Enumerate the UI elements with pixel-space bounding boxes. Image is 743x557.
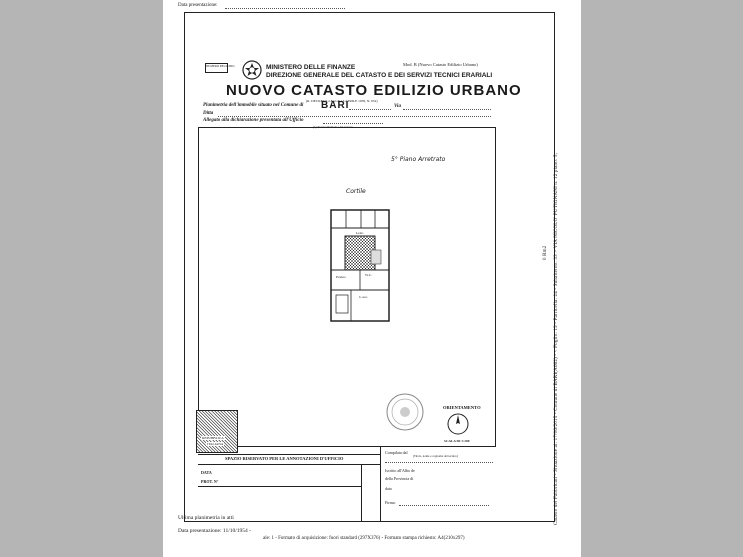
document-page <box>163 0 581 557</box>
office-data2: data <box>385 486 392 491</box>
room-wc: W.C. <box>365 273 373 277</box>
planimetria-label: Planimetria dell'immobile situato nel Comune di <box>203 103 304 108</box>
via-label: Via <box>394 104 401 109</box>
office-reserved-heading: SPAZIO RISERVATO PER LE ANNOTAZIONI D'UFFICIO <box>225 456 344 461</box>
room-pranzo: Pranzo <box>336 275 346 279</box>
room-b-uso: b. uso <box>359 295 368 299</box>
ditta-label: Ditta <box>203 111 214 116</box>
room-letto: Letto <box>356 231 364 235</box>
allegato-dotline <box>323 123 383 124</box>
mod-label: Mod. B (Nuovo Catasto Edilizio Urbano) <box>403 62 478 67</box>
orientation-label: ORIENTAMENTO <box>443 405 481 410</box>
floor-plan-drawing <box>331 210 391 322</box>
office-divider-inner <box>361 464 362 522</box>
footnote: (1) Tecnico Erariale e del Catasto <box>313 125 354 129</box>
ultima-planimetria: Ultima planimetria in atti <box>178 515 234 521</box>
provincia-label: della Provincia di <box>385 476 414 481</box>
stamp-line1: REPUBBLICA <box>202 436 224 440</box>
direzione-generale: DIREZIONE GENERALE DEL CATASTO E DEI SERVIZI TECNICI ERARIALI <box>266 72 493 79</box>
scale-label: SCALA DI 1:200 <box>444 439 470 443</box>
allegato-label: Allegato alla dichiarazione presentata all'Ufficio <box>203 118 304 123</box>
office-seal-icon <box>385 392 425 432</box>
law-reference: (R. DECRETO-LEGGE 13 APRILE 1939, N. 652) <box>306 99 378 103</box>
comune-dotline <box>349 109 391 110</box>
ditta-dotline <box>218 116 491 117</box>
office-top-rule <box>198 454 380 455</box>
header-dotline <box>225 8 345 9</box>
ministry-name: MINISTERO DELLE FINANZE <box>266 64 356 71</box>
office-divider <box>380 446 381 522</box>
stamp-line2: ITALIANA <box>207 442 224 446</box>
office-data: DATA <box>201 470 212 475</box>
office-heading-rule <box>198 464 380 465</box>
footer-note: ale: 1 - Formato di acquisizione: fuori standard (297X376) - Formato stampa richiesto: A4(210x297) <box>263 536 465 541</box>
iscritto-label: Iscritto all'Albo de <box>385 468 415 473</box>
compass-icon <box>446 412 470 436</box>
firma-label: Firma: <box>385 500 396 505</box>
cortile-label: Cortile <box>346 188 366 195</box>
comune-value: BARI <box>321 100 350 111</box>
document-title: NUOVO CATASTO EDILIZIO URBANO <box>226 82 522 99</box>
via-dotline <box>403 109 491 110</box>
footer-presentazione: Data presentazione: 11/10/1954 - <box>178 528 251 534</box>
data-presentazione-header: Data presentazione: <box>178 3 218 8</box>
floor-note: 5° Piano Arretrato <box>391 156 446 163</box>
revenue-stamp <box>196 410 238 453</box>
firma-dotline <box>399 505 489 506</box>
registry-stamp-text: NUMERO REGISTRO <box>206 64 235 68</box>
office-bottom-rule <box>198 486 361 487</box>
office-prot: PROT. N° <box>201 479 219 484</box>
side-caption: Catasto dei Fabbricati - Situazione al: 17/06/2015 - Comune di BARI(A662) - < Foglio: 19 - Particella: 24 - Subalterno: 33 > VIA NICOLO' PUTIGNANI n. 12 piano: 5; <box>554 152 559 525</box>
compilata-note: (Titolo, nome e cognome del tecnico) <box>413 454 459 458</box>
compilata-label: Compilata dal <box>385 450 408 455</box>
compilata-dotline <box>385 462 493 463</box>
registry-stamp <box>205 63 235 73</box>
italy-emblem-icon <box>242 60 262 80</box>
side-number: 0 Rm2 <box>543 245 548 260</box>
